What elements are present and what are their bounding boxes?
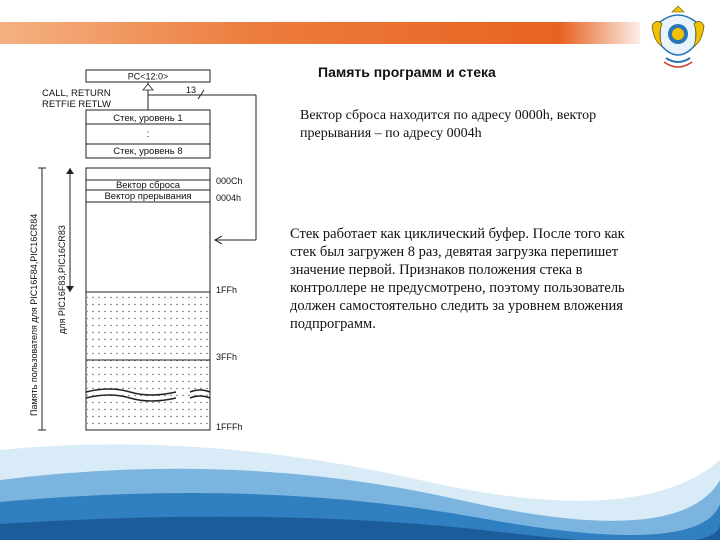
interrupt-vector-label: Вектор прерывания: [104, 191, 192, 202]
addr-reset: 000Ch: [216, 176, 243, 186]
stack-level-1: Стек, уровень 1: [113, 113, 183, 124]
unimplemented-region: [87, 293, 209, 429]
vector-description: Вектор сброса находится по адресу 0000h, вектор прерывания – по адресу 0004h: [300, 108, 597, 141]
addr-3ffh: 3FFh: [216, 352, 238, 362]
addr-1ffh: 1FFh: [216, 285, 238, 295]
addr-interrupt: 0004h: [216, 193, 242, 203]
addr-1fffh: 1FFFh: [216, 422, 243, 432]
reset-vector-label: Вектор сброса: [115, 180, 181, 191]
bits-width-label: 13: [186, 85, 197, 95]
call-return-label: CALL, RETURN: [42, 88, 111, 99]
pc-label: PC<12:0>: [127, 71, 169, 82]
user-memory-inner-label: для PIC16F83,PIC16CR83: [57, 225, 67, 334]
slide-title: Память программ и стека: [318, 64, 496, 80]
stack-level-8: Стек, уровень 8: [113, 146, 183, 157]
stack-ellipsis: :: [146, 129, 150, 140]
user-memory-outer-label: Память пользователя для PIC16F84,PIC16CR84: [29, 213, 39, 416]
footer-wave-decoration: [0, 420, 720, 540]
stack-description: Стек работает как циклический буфер. После того как стек был загружен 8 раз, девятая загрузка перепишет значение первой. Признаков положения стека в контроллере не предусмотрено, поэтому пользователь должен самостоятельно следить за уровнем вложения подпрограмм.: [290, 226, 625, 332]
retfie-retlw-label: RETFIE RETLW: [42, 99, 111, 110]
